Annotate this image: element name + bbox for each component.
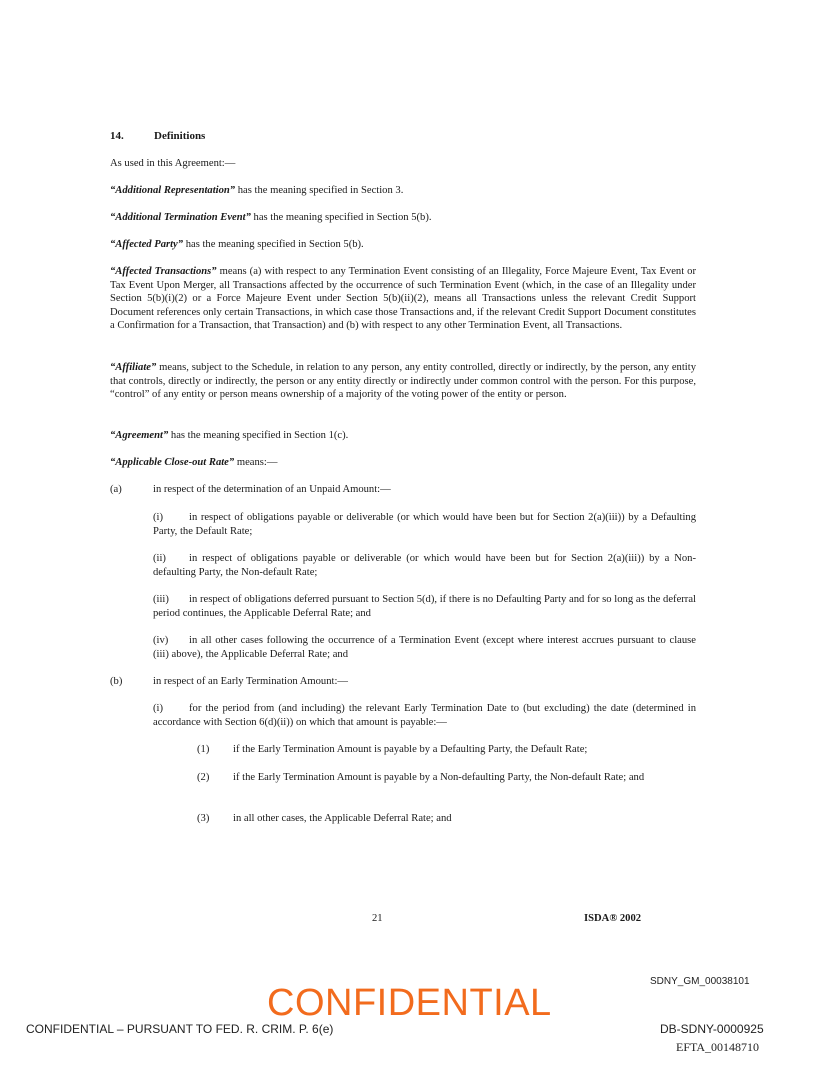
subitem-label: (1) [197,744,210,755]
subitem-text: if the Early Termination Amount is payable by a Non-defaulting Party, the Non-default Rate; and [233,772,645,783]
section-title: Definitions [154,130,206,142]
item-label: (iii) [153,594,169,605]
clause-b-text: in respect of an Early Termination Amount:— [153,676,349,687]
definition-text: has the meaning specified in Section 5(b). [183,239,364,250]
intro-text: As used in this Agreement:— [110,158,236,169]
definition-affiliate [110,361,696,402]
definition-term: “Additional Representation” [110,185,236,196]
clause-a-text: in respect of the determination of an Unpaid Amount:— [153,484,391,495]
sdny-id-stamp: SDNY_GM_00038101 [650,976,750,987]
clause-b-item-i [153,702,696,729]
definition-additional-representation [110,184,696,198]
section-number: 14. [110,130,124,142]
definition-text: has the meaning specified in Section 5(b). [250,212,432,223]
definition-additional-termination-event [110,211,696,225]
clause-a-item-ii [153,552,696,579]
confidentiality-notice: CONFIDENTIAL – PURSUANT TO FED. R. CRIM. P. 6(e) [26,1022,334,1036]
page-number: 21 [372,913,383,924]
clause-a-item-iv [153,634,696,661]
definition-term: “Affiliate” [110,362,157,373]
definition-term: “Additional Termination Event” [110,212,251,223]
definition-term: “Applicable Close-out Rate” [110,457,235,468]
item-label: (i) [153,512,163,523]
item-label: (ii) [153,553,166,564]
clause-b-label: (b) [110,676,123,687]
subitem-label: (2) [197,772,210,783]
item-text: in respect of obligations payable or deliverable (or which would have been but for Section 2(a)(iii)) by a Defaulting Party, the Default Rate; [153,512,696,537]
definition-applicable-close-out-rate [110,456,696,470]
definition-text: has the meaning specified in Section 1(c). [168,430,349,441]
subitem-label: (3) [197,813,210,824]
item-text: in respect of obligations payable or deliverable (or which would have been but for Section 2(a)(iii)) by a Non-defaulting Party, the Non-default Rate; [153,553,696,578]
item-text: for the period from (and including) the relevant Early Termination Date to (but excluding) the date (determined in accordance with Section 6(d)(ii)) on which that amount is payable:— [153,703,696,728]
clause-a-item-i [153,511,696,538]
definition-term: “Affected Party” [110,239,184,250]
clause-b-subitem-3 [197,812,696,826]
bates-number: DB-SDNY-0000925 [660,1022,764,1036]
subitem-text: if the Early Termination Amount is payable by a Defaulting Party, the Default Rate; [233,744,588,755]
item-label: (iv) [153,635,169,646]
definition-affected-transactions [110,265,696,333]
clause-b-subitem-1 [197,743,696,757]
definition-agreement [110,429,696,443]
definition-affected-party [110,238,696,252]
item-text: in respect of obligations deferred pursuant to Section 5(d), if there is no Defaulting Party and for so long as the deferral period continues, the Applicable Deferral Rate; and [153,594,696,619]
isda-footer: ISDA® 2002 [584,913,642,924]
definition-term: “Affected Transactions” [110,266,217,277]
clause-a-label: (a) [110,484,122,495]
definition-text: has the meaning specified in Section 3. [235,185,404,196]
item-label: (i) [153,703,163,714]
definition-text: means, subject to the Schedule, in relation to any person, any entity controlled, directly or indirectly, by the person, any entity that controls, directly or indirectly, the person or any entity directly or indirectly under common control with the person. For this purpose, “control” of any entity or person means ownership of a majority of the voting power of the entity or person. [110,362,696,401]
confidential-stamp: CONFIDENTIAL [267,982,552,1024]
clause-a-item-iii [153,593,696,620]
definition-text: means (a) with respect to any Termination Event consisting of an Illegality, Force Majeure Event, Tax Event or Tax Event Upon Merger, all Transactions affected by the occurrence of such Termination Event (which, in the case of an Illegality under Section 5(b)(i)(2) or a Force Majeure Event under Section 5(b)(ii)(2), means all Transactions unless the relevant Credit Support Document references only certain Transactions, in which case those Transactions and, if the relevant Credit Support Document constitutes a Confirmation for a Transaction, that Transaction) and (b) with respect to any other Termination Event, all Transactions. [110,266,696,332]
subitem-text: in all other cases, the Applicable Deferral Rate; and [233,813,452,824]
section-heading [110,130,205,144]
efta-number: EFTA_00148710 [676,1040,760,1054]
clause-b-subitem-2 [197,771,696,785]
item-text: in all other cases following the occurrence of a Termination Event (except where interest accrues pursuant to clause (iii) above), the Applicable Deferral Rate; and [153,635,696,660]
definition-term: “Agreement” [110,430,169,441]
definition-text: means:— [234,457,278,468]
